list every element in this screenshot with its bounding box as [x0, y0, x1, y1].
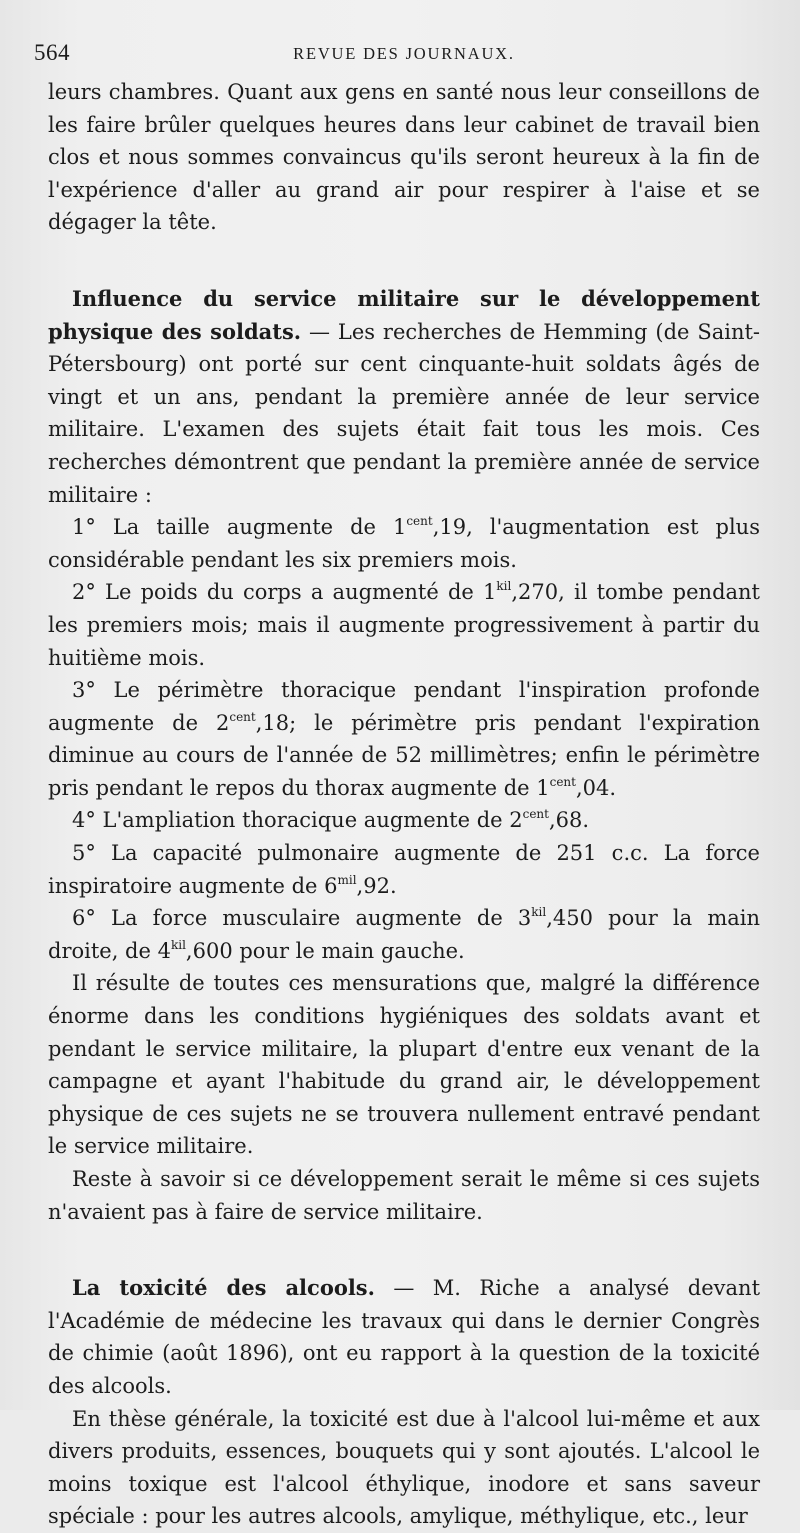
list-item-6: [48, 902, 760, 967]
conclusion-paragraph: Il résulte de toutes ces mensurations que, malgré la différence énorme dans les conditions hygiéniques des soldats avant et pendant le service militaire, la plupart d'entre eux venant de la campagne et ayant l'habitude du grand air, le développement physique de ces sujets ne se trouvera nullement entravé pendant le service militaire.: [48, 971, 760, 1159]
item3-text-mid: ,18; le périmètre pris pendant l'expiration diminue au cours de l'année de 52 millimètres; enfin le périmètre pris pendant le repos du thorax augmente de 1: [48, 710, 760, 800]
item3-text: 3° Le périmètre thoracique pendant l'inspiration profonde augmente de 2: [48, 678, 760, 735]
item5-text: 5° La capacité pulmonaire augmente de 251 c.c. La force inspiratoire augmente de 6: [48, 841, 760, 898]
article-body: [48, 76, 760, 1533]
list-item-2: [48, 576, 760, 674]
unit-superscript: cent: [229, 709, 256, 724]
page-header: [34, 36, 760, 76]
item4-text: 4° L'ampliation thoracique augmente de 2: [72, 808, 523, 833]
section-alcohol-lead: — M. Riche a analysé devant l'Académie de médecine les travaux qui dans le dernier Congrès de chimie (août 1896), ont eu rapport à la question de la toxicité des alcools.: [48, 1276, 761, 1398]
item2-text: 2° Le poids du corps a augmenté de 1: [72, 580, 497, 605]
unit-superscript: cent: [406, 514, 433, 529]
section-title-military: Influence du service militaire sur le développement physique des soldats.: [48, 285, 760, 344]
item6-text-mid: ,450 pour la main droite, de 4: [48, 906, 760, 963]
alcohol-paragraph: En thèse générale, la toxicité est due à l'alcool lui-même et aux divers produits, essences, bouquets qui y sont ajoutés. L'alcool le moins toxique est l'alcool éthylique, inodore et sans saveur spéciale : pour les autres alcools, amylique, méthylique, etc., leur: [48, 1406, 760, 1529]
list-item-3: [48, 674, 760, 804]
section-military-paragraph: [48, 283, 760, 511]
list-item-4: [48, 804, 760, 837]
unit-superscript: kil: [170, 937, 186, 952]
running-title: REVUE DES JOURNAUX.: [293, 44, 515, 63]
section-military-lead: — Les recherches de Hemming (de Saint-Pétersbourg) ont porté sur cent cinquante-huit soldats âgés de vingt et un ans, pendant la première année de leur service militaire. L'examen des sujets était fait tous les mois. Ces recherches démontrent que pendant la première année de service militaire :: [48, 319, 760, 507]
unit-superscript: cent: [522, 807, 549, 822]
section-alcohol-paragraph: [48, 1272, 760, 1402]
list-item-1: [48, 511, 760, 576]
item4-text-rest: ,68.: [548, 808, 590, 833]
item3-text-end: ,04.: [575, 775, 617, 800]
item5-text-rest: ,92.: [356, 873, 397, 898]
remark-paragraph: Reste à savoir si ce développement serait le même si ces sujets n'avaient pas à faire de service militaire.: [48, 1167, 760, 1224]
item1-text: 1° La taille augmente de 1: [72, 515, 407, 540]
item6-text-end: ,600 pour le main gauche.: [185, 938, 465, 963]
unit-superscript: kil: [496, 579, 512, 594]
unit-superscript: cent: [549, 774, 576, 789]
item6-text: 6° La force musculaire augmente de 3: [72, 906, 532, 931]
unit-superscript: mil: [337, 872, 357, 887]
page-number: 564: [34, 40, 70, 65]
intro-paragraph: leurs chambres. Quant aux gens en santé nous leur conseillons de les faire brûler quelques heures dans leur cabinet de travail bien clos et nous sommes convaincus qu'ils seront heureux à la fin de l'expérience d'aller au grand air pour respirer à l'aise et se dégager la tête.: [48, 80, 760, 235]
item2-text-rest: ,270, il tombe pendant les premiers mois; mais il augmente progressivement à partir du huitième mois.: [48, 580, 760, 670]
item1-text-rest: ,19, l'augmentation est plus considérable pendant les six premiers mois.: [48, 515, 760, 572]
unit-superscript: kil: [531, 905, 547, 920]
list-item-5: [48, 837, 760, 902]
section-title-alcohol: La toxicité des alcools.: [72, 1275, 375, 1301]
